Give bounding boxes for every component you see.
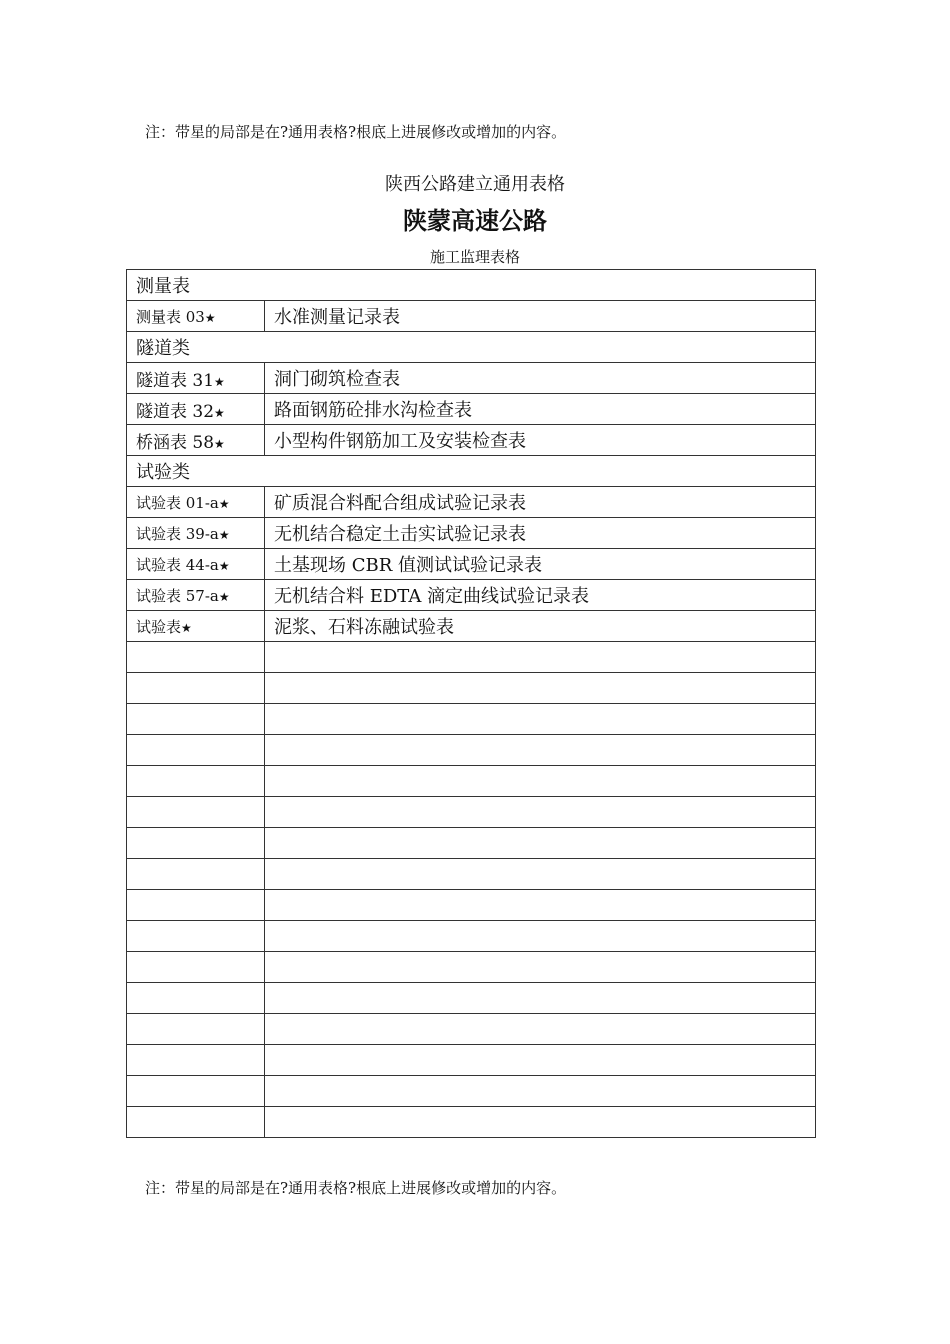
empty-row — [127, 859, 816, 890]
empty-code-cell — [127, 766, 265, 797]
section-title: 测量表 — [127, 270, 816, 301]
empty-code-cell — [127, 1045, 265, 1076]
star-icon: ★ — [181, 620, 192, 635]
empty-name-cell — [265, 1107, 816, 1138]
empty-name-cell — [265, 983, 816, 1014]
empty-row — [127, 1045, 816, 1076]
empty-name-cell — [265, 828, 816, 859]
empty-name-cell — [265, 735, 816, 766]
empty-code-cell — [127, 859, 265, 890]
section-title: 隧道类 — [127, 332, 816, 363]
table-row — [127, 394, 816, 425]
empty-row — [127, 1076, 816, 1107]
form-code — [127, 394, 265, 425]
form-name: 矿质混合料配合组成试验记录表 — [265, 487, 816, 518]
form-code-text: 试验表 — [136, 617, 182, 636]
empty-row — [127, 1107, 816, 1138]
empty-row — [127, 704, 816, 735]
form-name: 无机结合稳定土击实试验记录表 — [265, 518, 816, 549]
empty-code-cell — [127, 828, 265, 859]
form-code-text: 试验表 39-a — [136, 524, 219, 543]
empty-name-cell — [265, 1045, 816, 1076]
empty-row — [127, 673, 816, 704]
star-icon: ★ — [214, 374, 225, 389]
form-code — [127, 518, 265, 549]
empty-code-cell — [127, 704, 265, 735]
table-row — [127, 518, 816, 549]
form-code — [127, 301, 265, 332]
table-row — [127, 611, 816, 642]
empty-row — [127, 797, 816, 828]
form-code — [127, 580, 265, 611]
empty-code-cell — [127, 642, 265, 673]
empty-row — [127, 890, 816, 921]
form-code — [127, 363, 265, 394]
form-code-text: 测量表 03 — [136, 307, 205, 326]
form-code-text: 隧道表 32 — [136, 401, 215, 422]
note-bottom: 注：带星的局部是在?通用表格?根底上进展修改或增加的内容。 — [145, 1179, 567, 1197]
form-code-text: 隧道表 31 — [136, 370, 215, 391]
form-index-table — [126, 269, 816, 1138]
header-line-3: 施工监理表格 — [429, 248, 520, 266]
star-icon: ★ — [214, 405, 225, 420]
empty-name-cell — [265, 704, 816, 735]
empty-code-cell — [127, 921, 265, 952]
table-row — [127, 549, 816, 580]
empty-code-cell — [127, 673, 265, 704]
empty-row — [127, 1014, 816, 1045]
empty-code-cell — [127, 797, 265, 828]
empty-code-cell — [127, 1014, 265, 1045]
empty-row — [127, 921, 816, 952]
empty-name-cell — [265, 1076, 816, 1107]
star-icon: ★ — [218, 589, 230, 604]
form-code-text: 试验表 44-a — [136, 555, 219, 574]
star-icon: ★ — [214, 436, 225, 451]
section-row — [127, 332, 816, 363]
section-row — [127, 456, 816, 487]
star-icon: ★ — [204, 310, 216, 325]
form-name: 土基现场 CBR 值测试试验记录表 — [265, 549, 816, 580]
empty-code-cell — [127, 1107, 265, 1138]
star-icon: ★ — [218, 558, 230, 573]
section-row — [127, 270, 816, 301]
section-title: 试验类 — [127, 456, 816, 487]
table-row — [127, 580, 816, 611]
star-icon: ★ — [218, 496, 230, 511]
empty-row — [127, 766, 816, 797]
table-row — [127, 363, 816, 394]
empty-code-cell — [127, 952, 265, 983]
table-row — [127, 425, 816, 456]
table-row — [127, 301, 816, 332]
star-icon: ★ — [218, 527, 230, 542]
form-name: 无机结合料 EDTA 滴定曲线试验记录表 — [265, 580, 816, 611]
empty-name-cell — [265, 766, 816, 797]
form-code-text: 试验表 01-a — [136, 493, 219, 512]
empty-name-cell — [265, 859, 816, 890]
empty-row — [127, 952, 816, 983]
empty-name-cell — [265, 642, 816, 673]
empty-code-cell — [127, 890, 265, 921]
form-code-text: 试验表 57-a — [136, 586, 219, 605]
form-code — [127, 487, 265, 518]
form-code — [127, 425, 265, 456]
empty-code-cell — [127, 983, 265, 1014]
empty-row — [127, 642, 816, 673]
empty-row — [127, 983, 816, 1014]
form-code-text: 桥涵表 58 — [136, 432, 215, 453]
empty-name-cell — [265, 797, 816, 828]
empty-code-cell — [127, 735, 265, 766]
empty-code-cell — [127, 1076, 265, 1107]
table-row — [127, 487, 816, 518]
empty-name-cell — [265, 890, 816, 921]
empty-name-cell — [265, 673, 816, 704]
note-top: 注：带星的局部是在?通用表格?根底上进展修改或增加的内容。 — [145, 123, 567, 141]
empty-name-cell — [265, 952, 816, 983]
empty-row — [127, 735, 816, 766]
form-name: 洞门砌筑检查表 — [265, 363, 816, 394]
form-name: 小型构件钢筋加工及安装检查表 — [265, 425, 816, 456]
empty-name-cell — [265, 1014, 816, 1045]
header-title: 陕蒙高速公路 — [403, 207, 547, 235]
empty-row — [127, 828, 816, 859]
header-line-1: 陕西公路建立通用表格 — [385, 174, 565, 195]
form-code — [127, 549, 265, 580]
empty-name-cell — [265, 921, 816, 952]
form-name: 水准测量记录表 — [265, 301, 816, 332]
form-code — [127, 611, 265, 642]
empty-rows — [127, 642, 816, 1138]
form-name: 泥浆、石料冻融试验表 — [265, 611, 816, 642]
form-name: 路面钢筋砼排水沟检查表 — [265, 394, 816, 425]
